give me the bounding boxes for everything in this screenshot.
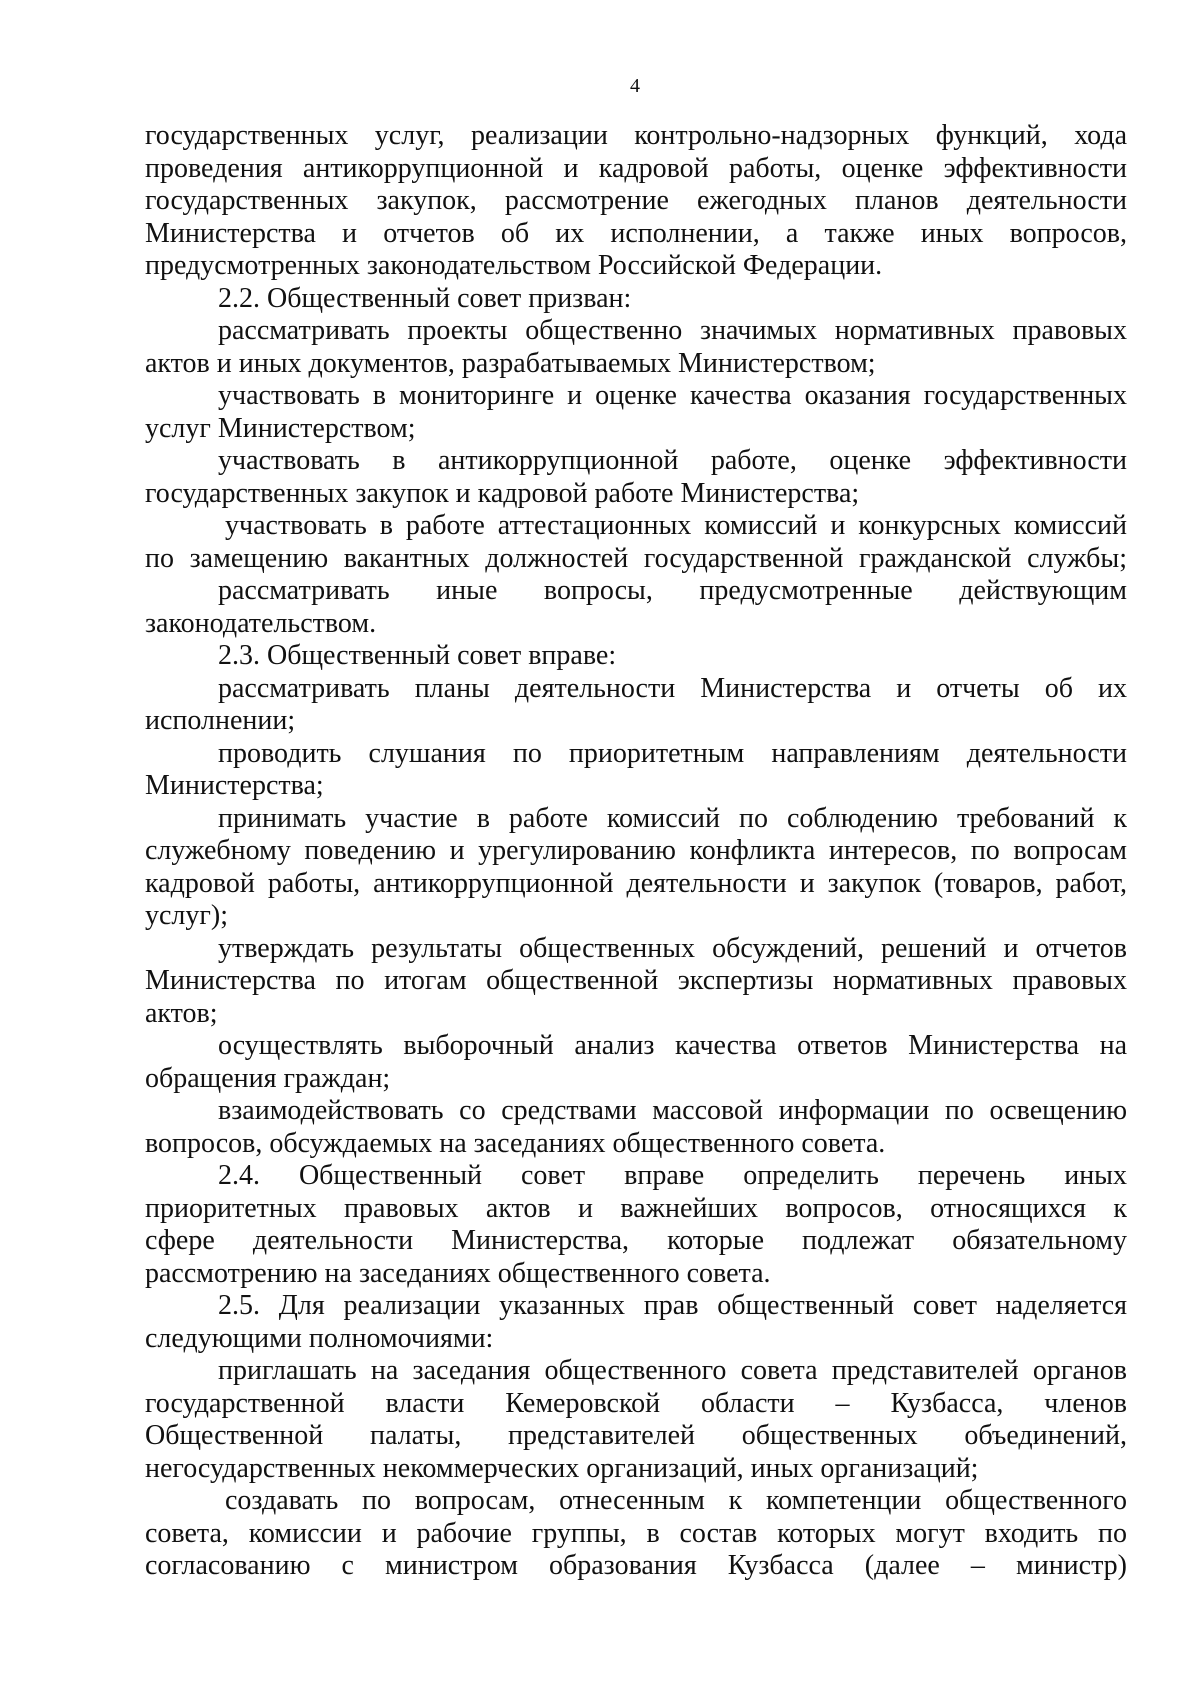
- text-line: участвовать в работе аттестационных комиссий и конкурсных комиссий: [225, 510, 1127, 541]
- text-line: государственных закупок, рассмотрение ежегодных планов деятельности: [145, 185, 1127, 216]
- text-line: совета, комиссии и рабочие группы, в состав которых могут входить по: [145, 1517, 1127, 1549]
- text-line: проведения антикоррупционной и кадровой работы, оценке эффективности: [145, 152, 1127, 184]
- text-line: принимать участие в работе комиссий по соблюдению требований к: [218, 802, 1127, 834]
- text-line: участвовать в антикоррупционной работе, оценке эффективности: [218, 445, 1127, 476]
- text-line: государственной власти Кемеровской области – Кузбасса, членов: [145, 1387, 1127, 1419]
- text-line: рассматривать проекты общественно значимых нормативных правовых: [218, 315, 1127, 346]
- text-line: государственных закупок и кадровой работе Министерства;: [145, 477, 860, 509]
- text-line: создавать по вопросам, отнесенным к компетенции общественного: [225, 1485, 1127, 1516]
- text-line: предусмотренных законодательством Российской Федерации.: [145, 250, 883, 281]
- text-line: рассмотрению на заседаниях общественного совета.: [145, 1257, 771, 1289]
- text-line: Министерства;: [145, 770, 324, 801]
- text-line: услуг Министерством;: [145, 412, 416, 444]
- text-line: Общественной палаты, представителей общественных объединений,: [145, 1420, 1127, 1451]
- text-line: вопросов, обсуждаемых на заседаниях общественного совета.: [145, 1127, 886, 1159]
- text-line: обращения граждан;: [145, 1062, 391, 1094]
- text-line: взаимодействовать со средствами массовой информации по освещению: [218, 1095, 1127, 1126]
- text-line: исполнении;: [145, 705, 296, 736]
- text-line: актов и иных документов, разрабатываемых Министерством;: [145, 347, 876, 379]
- text-line: 2.4. Общественный совет вправе определить перечень иных: [218, 1160, 1127, 1191]
- document-body: [145, 120, 1127, 1583]
- page-number: 4: [630, 75, 640, 97]
- text-line: следующими полномочиями:: [145, 1322, 494, 1354]
- text-line: согласованию с министром образования Кузбасса (далее – министр): [145, 1550, 1127, 1581]
- text-line: проводить слушания по приоритетным направлениям деятельности: [218, 737, 1127, 769]
- text-line: Министерства и отчетов об их исполнении, а также иных вопросов,: [145, 217, 1127, 249]
- text-line: участвовать в мониторинге и оценке качества оказания государственных: [218, 380, 1127, 411]
- text-line: государственных услуг, реализации контрольно-надзорных функций, хода: [145, 120, 1127, 151]
- text-line: 2.5. Для реализации указанных прав общественный совет наделяется: [218, 1290, 1127, 1321]
- text-line: приоритетных правовых актов и важнейших вопросов, относящихся к: [145, 1192, 1127, 1224]
- text-line: рассматривать планы деятельности Министерства и отчеты об их: [218, 672, 1127, 704]
- text-line: осуществлять выборочный анализ качества ответов Министерства на: [218, 1030, 1127, 1061]
- text-line: негосударственных некоммерческих организаций, иных организаций;: [145, 1452, 979, 1484]
- text-line: Министерства по итогам общественной экспертизы нормативных правовых: [145, 965, 1127, 996]
- text-line: сфере деятельности Министерства, которые подлежат обязательному: [145, 1225, 1127, 1256]
- text-line: 2.2. Общественный совет призван:: [218, 282, 632, 314]
- text-line: кадровой работы, антикоррупционной деятельности и закупок (товаров, работ,: [145, 867, 1127, 899]
- text-line: 2.3. Общественный совет вправе:: [218, 640, 617, 671]
- text-line: рассматривать иные вопросы, предусмотренные действующим: [218, 575, 1127, 606]
- text-line: приглашать на заседания общественного совета представителей органов: [218, 1355, 1127, 1386]
- text-line: служебному поведению и урегулированию конфликта интересов, по вопросам: [145, 835, 1127, 866]
- text-line: по замещению вакантных должностей государственной гражданской службы;: [145, 542, 1127, 574]
- text-line: законодательством.: [145, 607, 377, 639]
- text-line: актов;: [145, 997, 218, 1029]
- text-line: услуг);: [145, 900, 228, 931]
- text-line: утверждать результаты общественных обсуждений, решений и отчетов: [218, 932, 1127, 964]
